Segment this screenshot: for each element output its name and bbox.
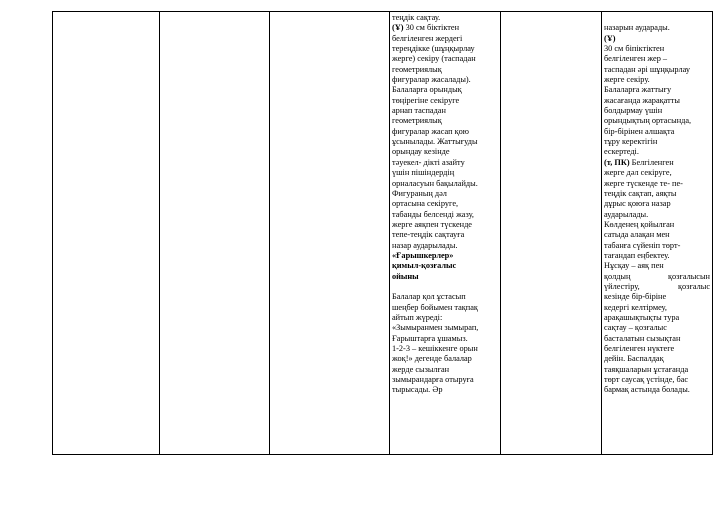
plain-text: үйлестіру, қозғалыс xyxy=(604,281,710,291)
table-cell-col3 xyxy=(270,12,390,455)
text-line xyxy=(392,323,498,333)
text-line xyxy=(604,303,710,313)
bold-text: «Ғарышкерлер» xyxy=(392,250,454,260)
text-line xyxy=(392,158,498,168)
plain-text: Балалар қол ұстасып xyxy=(392,292,466,302)
text-line xyxy=(392,147,498,157)
text-line xyxy=(392,354,498,364)
bold-text: (т, ПК) xyxy=(604,157,630,167)
plain-text: жерге секіру. xyxy=(604,75,650,85)
plain-text: арнап таспадан xyxy=(392,106,446,116)
plain-text: тағандап еңбектеу. xyxy=(604,250,670,260)
plain-text: дейін. Баспалдақ xyxy=(604,354,664,364)
plain-text: бір-бірінен алшақта xyxy=(604,126,675,136)
text-line xyxy=(604,365,710,375)
plain-text: кедергі келтірмеу, xyxy=(604,302,667,312)
plain-text: таяқшаларын ұстағанда xyxy=(604,364,689,374)
bold-text: (Ұ) xyxy=(604,33,616,43)
plain-text: 30 см біпіктіктен xyxy=(604,44,665,54)
text-line xyxy=(392,272,498,282)
text-line xyxy=(604,189,710,199)
plain-text: Балаларға орындық xyxy=(392,85,462,95)
text-line xyxy=(604,323,710,333)
text-line xyxy=(604,272,710,282)
text-line xyxy=(604,168,710,178)
plain-text: үшін пішіндердің xyxy=(392,168,455,178)
plain-text: назарын аударады. xyxy=(604,23,670,33)
text-line xyxy=(604,220,710,230)
text-line xyxy=(392,44,498,54)
plain-text: жерге аяқпен түскенде xyxy=(392,219,472,229)
plain-text: төрт саусақ үстінде, бас xyxy=(604,375,689,385)
table-cell-col1 xyxy=(53,12,160,455)
plain-text: тереңдікке (шұңқырлау xyxy=(392,44,475,54)
text-line xyxy=(604,292,710,302)
text-line xyxy=(392,241,498,251)
table-row xyxy=(53,12,713,455)
plain-text: жасағанда жарақатты xyxy=(604,95,680,105)
plain-text: геометриялық xyxy=(392,64,442,74)
plain-text: шеңбер бойымен тақпақ xyxy=(392,302,478,312)
plain-text: Фигураның дәл xyxy=(392,188,447,198)
text-line xyxy=(392,251,498,261)
text-line xyxy=(604,230,710,240)
text-line xyxy=(604,54,710,64)
text-line xyxy=(392,375,498,385)
plain-text: теңдік сақтап, аяқты xyxy=(604,188,677,198)
plain-text: зымырандарға отыруға xyxy=(392,375,474,385)
text-line xyxy=(392,65,498,75)
text-line xyxy=(392,85,498,95)
text-line xyxy=(604,385,710,395)
plain-text: жерге дәл секіруге, xyxy=(604,168,672,178)
text-line xyxy=(392,23,498,33)
plain-text: ұсынылады. Жаттығуды xyxy=(392,137,478,147)
table-cell-activity-description xyxy=(390,12,501,455)
plain-text: орындықтың ортасында, xyxy=(604,116,692,126)
text-line xyxy=(604,199,710,209)
plain-text: болдырмау үшін xyxy=(604,106,663,116)
text-line xyxy=(392,230,498,240)
text-line xyxy=(392,96,498,106)
text-line xyxy=(604,344,710,354)
plain-text: орындау кезінде xyxy=(392,147,450,157)
plain-text: аударылады. xyxy=(604,209,649,219)
plain-text: Балаларға жаттығу xyxy=(604,85,672,95)
table-cell-col5 xyxy=(501,12,602,455)
text-line xyxy=(604,75,710,85)
plain-text: табанды белсенді жазу, xyxy=(392,209,474,219)
text-line xyxy=(392,34,498,44)
bold-text: ойыны xyxy=(392,271,419,281)
plain-text: Нұсқау – аяқ пен xyxy=(604,261,664,271)
text-line xyxy=(604,354,710,364)
table-cell-col2 xyxy=(160,12,270,455)
text-line xyxy=(392,137,498,147)
text-line xyxy=(604,375,710,385)
text-line xyxy=(392,75,498,85)
text-line xyxy=(604,13,710,23)
text-line xyxy=(604,65,710,75)
plain-text: теңдік сақтау. xyxy=(392,13,441,22)
table-cell-teacher-instructions xyxy=(602,12,713,455)
plain-text: табанға сүйеніп төрт- xyxy=(604,240,681,250)
text-line xyxy=(392,106,498,116)
text-line xyxy=(604,179,710,189)
plain-text: 1-2-3 – кешіккенге орын xyxy=(392,344,478,353)
text-line xyxy=(392,365,498,375)
bold-text: қимыл-қозғалыс xyxy=(392,261,457,271)
plain-text: таспадан әрі шұңқырлау xyxy=(604,64,691,74)
plain-text: сақтау – қозғалыс xyxy=(604,323,667,333)
text-line xyxy=(392,344,498,354)
plain-text: жоқ!» дегенде балалар xyxy=(392,354,472,364)
plain-text: орналасуын бақылайды. xyxy=(392,178,478,188)
plain-text: белгіленген жер – xyxy=(604,54,668,64)
plain-text: 30 см біктіктен xyxy=(403,23,460,33)
text-line xyxy=(604,210,710,220)
text-line xyxy=(604,44,710,54)
plain-text: басталатын сызықтан xyxy=(604,333,681,343)
text-line xyxy=(604,334,710,344)
text-line xyxy=(392,199,498,209)
plain-text: қолдың қозғалысын xyxy=(604,271,710,281)
text-line xyxy=(392,189,498,199)
plain-text: Көлденең қойылған xyxy=(604,219,675,229)
plain-text: айтып жүреді: xyxy=(392,312,443,322)
plain-text: кезінде бір-біріне xyxy=(604,292,667,302)
text-line xyxy=(392,168,498,178)
plain-text: бармақ астында болады. xyxy=(604,385,690,395)
plain-text: тепе-теңдік сақтауға xyxy=(392,230,465,240)
text-line xyxy=(392,313,498,323)
plain-text: сатыда алақан мен xyxy=(604,230,670,240)
text-line xyxy=(604,23,710,33)
text-line xyxy=(392,220,498,230)
text-line xyxy=(392,261,498,271)
plain-text: «Зымыранмен зымырап, xyxy=(392,323,479,333)
bold-text: (Ұ) xyxy=(392,23,404,33)
text-line xyxy=(392,127,498,137)
text-line xyxy=(604,85,710,95)
text-line xyxy=(604,282,710,292)
text-line xyxy=(604,96,710,106)
plain-text: фигуралар жасап қою xyxy=(392,126,469,136)
text-line xyxy=(392,334,498,344)
text-line xyxy=(604,137,710,147)
plain-text: арақашықтықты тура xyxy=(604,312,680,322)
plain-text: төңірегіне секіруге xyxy=(392,95,460,105)
plain-text: тырысады. Әр xyxy=(392,385,443,395)
text-line xyxy=(392,116,498,126)
text-line xyxy=(392,210,498,220)
plain-text: геометриялық xyxy=(392,116,442,126)
text-line xyxy=(392,179,498,189)
plain-text: ескертеді. xyxy=(604,147,639,157)
text-line xyxy=(604,127,710,137)
plain-text: тәуекел- дікті азайту xyxy=(392,157,465,167)
plain-text: Белгіленген xyxy=(629,157,674,167)
plain-text: жерде сызылған xyxy=(392,364,450,374)
text-line xyxy=(604,158,710,168)
plain-text: назар аударылады. xyxy=(392,240,458,250)
text-line xyxy=(392,292,498,302)
text-line xyxy=(392,282,498,292)
plain-text: жерге түскенде те- пе- xyxy=(604,178,683,188)
text-line xyxy=(604,106,710,116)
plain-text: белгіленген жердегі xyxy=(392,33,463,43)
text-line xyxy=(604,261,710,271)
text-line xyxy=(392,303,498,313)
text-line xyxy=(392,54,498,64)
lesson-plan-table xyxy=(52,11,713,455)
plain-text: белгіленген нүктеге xyxy=(604,344,675,353)
text-line xyxy=(604,34,710,44)
plain-text: тұру керектігін xyxy=(604,137,658,147)
plain-text: фигуралар жасалады). xyxy=(392,75,471,85)
text-line xyxy=(604,251,710,261)
text-line xyxy=(604,241,710,251)
plain-text: Ғарыштарға ұшамыз. xyxy=(392,333,468,343)
plain-text: дұрыс қоюға назар xyxy=(604,199,671,209)
text-line xyxy=(392,13,498,23)
text-line xyxy=(604,116,710,126)
text-line xyxy=(604,313,710,323)
plain-text: ортасына секіруге, xyxy=(392,199,459,209)
text-line xyxy=(604,147,710,157)
plain-text: жерге) секіру (таспадан xyxy=(392,54,476,64)
text-line xyxy=(392,385,498,395)
